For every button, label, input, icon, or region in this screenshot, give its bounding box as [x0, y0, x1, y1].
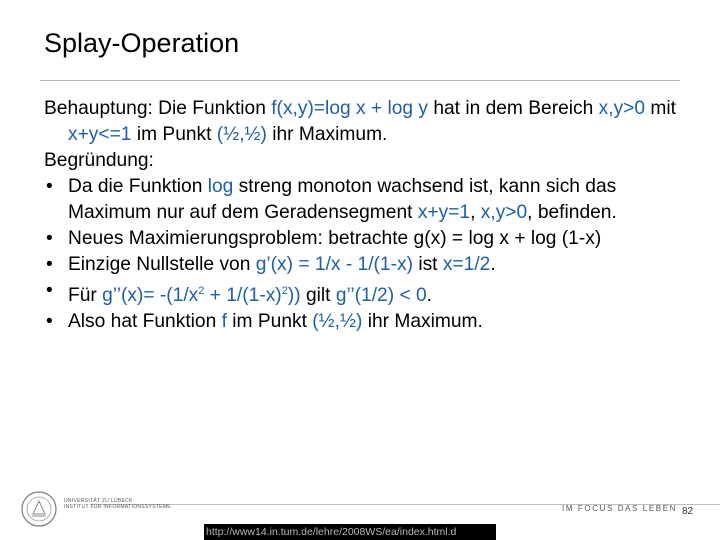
bullet-icon: • — [46, 176, 53, 197]
page-number: 82 — [682, 506, 694, 517]
bullet-text: . — [426, 285, 432, 306]
bullet-math: g(x) = log x + log (1-x) — [413, 228, 602, 249]
claim-text: im Punkt — [131, 124, 217, 145]
slogan: IM FOCUS DAS LEBEN — [562, 504, 678, 513]
claim-text: mit — [645, 98, 676, 119]
title-divider — [40, 80, 680, 81]
bullet-icon: • — [46, 228, 53, 249]
claim-constraint: x+y<=1 — [68, 124, 132, 145]
list-item — [44, 278, 684, 309]
slide-title: Splay-Operation — [44, 28, 240, 58]
bullet-math: log — [207, 176, 234, 197]
list-item — [44, 309, 684, 335]
list-item — [44, 252, 684, 278]
bullet-text: ihr Maximum. — [362, 311, 483, 332]
superscript: 2 — [281, 285, 288, 297]
proof-label: Begründung: — [44, 150, 154, 171]
bullet-text: , — [470, 202, 481, 223]
bullet-text: Neues Maximierungsproblem: betrachte — [68, 228, 414, 249]
proof-bullet-list — [44, 174, 684, 335]
list-item — [44, 226, 684, 252]
bullet-math: x,y>0 — [480, 202, 528, 223]
bullet-math: + 1/(1-x) — [204, 285, 282, 306]
bullet-text: Für — [68, 285, 103, 306]
bullet-text: ist — [412, 254, 443, 275]
claim-label: Behauptung: Die Funktion — [44, 98, 272, 119]
bullet-math: x+y=1 — [417, 202, 471, 223]
list-item — [44, 174, 684, 226]
bullet-text: Einzige Nullstelle von — [68, 254, 256, 275]
university-subtitle: INSTITUT FÜR INFORMATIONSSYSTEME — [64, 504, 171, 510]
bullet-icon: • — [46, 254, 53, 275]
slide-body — [44, 96, 684, 335]
bullet-icon: • — [46, 311, 53, 332]
bullet-text: im Punkt — [226, 311, 313, 332]
bullet-text: gilt — [300, 285, 336, 306]
source-url[interactable]: http://www14.in.tum.de/lehre/2008WS/ea/index.html.d — [206, 526, 457, 538]
claim-function: f(x,y)=log x + log y — [271, 98, 428, 119]
claim-text: ihr Maximum. — [266, 124, 388, 145]
bullet-math: x=1/2 — [442, 254, 491, 275]
bullet-math: (½,½) — [312, 311, 363, 332]
superscript: 2 — [198, 285, 205, 297]
bullet-math: )) — [287, 285, 301, 306]
bullet-math: g’(x) = 1/x - 1/(1-x) — [255, 254, 413, 275]
bullet-math: f — [221, 311, 227, 332]
claim-point: (½,½) — [216, 124, 267, 145]
university-seal-icon — [20, 490, 58, 533]
bullet-icon: • — [46, 280, 53, 301]
bullet-text: . — [490, 254, 496, 275]
bullet-math: g’’(1/2) < 0 — [335, 285, 427, 306]
claim-domain: x,y>0 — [598, 98, 646, 119]
bullet-math: g’’(x)= -(1/x — [102, 285, 199, 306]
bullet-text: streng monoton wachsend ist, kann sich das Maximum nur auf dem Geradensegment — [68, 176, 617, 223]
claim-text: hat in dem Bereich — [427, 98, 599, 119]
bullet-text: , befinden. — [527, 202, 617, 223]
university-name — [64, 498, 171, 510]
university-title: UNIVERSITÄT ZU LÜBECK — [64, 498, 133, 504]
bullet-text: Also hat Funktion — [68, 311, 222, 332]
bullet-text: Da die Funktion — [68, 176, 208, 197]
claim-paragraph — [44, 96, 684, 148]
